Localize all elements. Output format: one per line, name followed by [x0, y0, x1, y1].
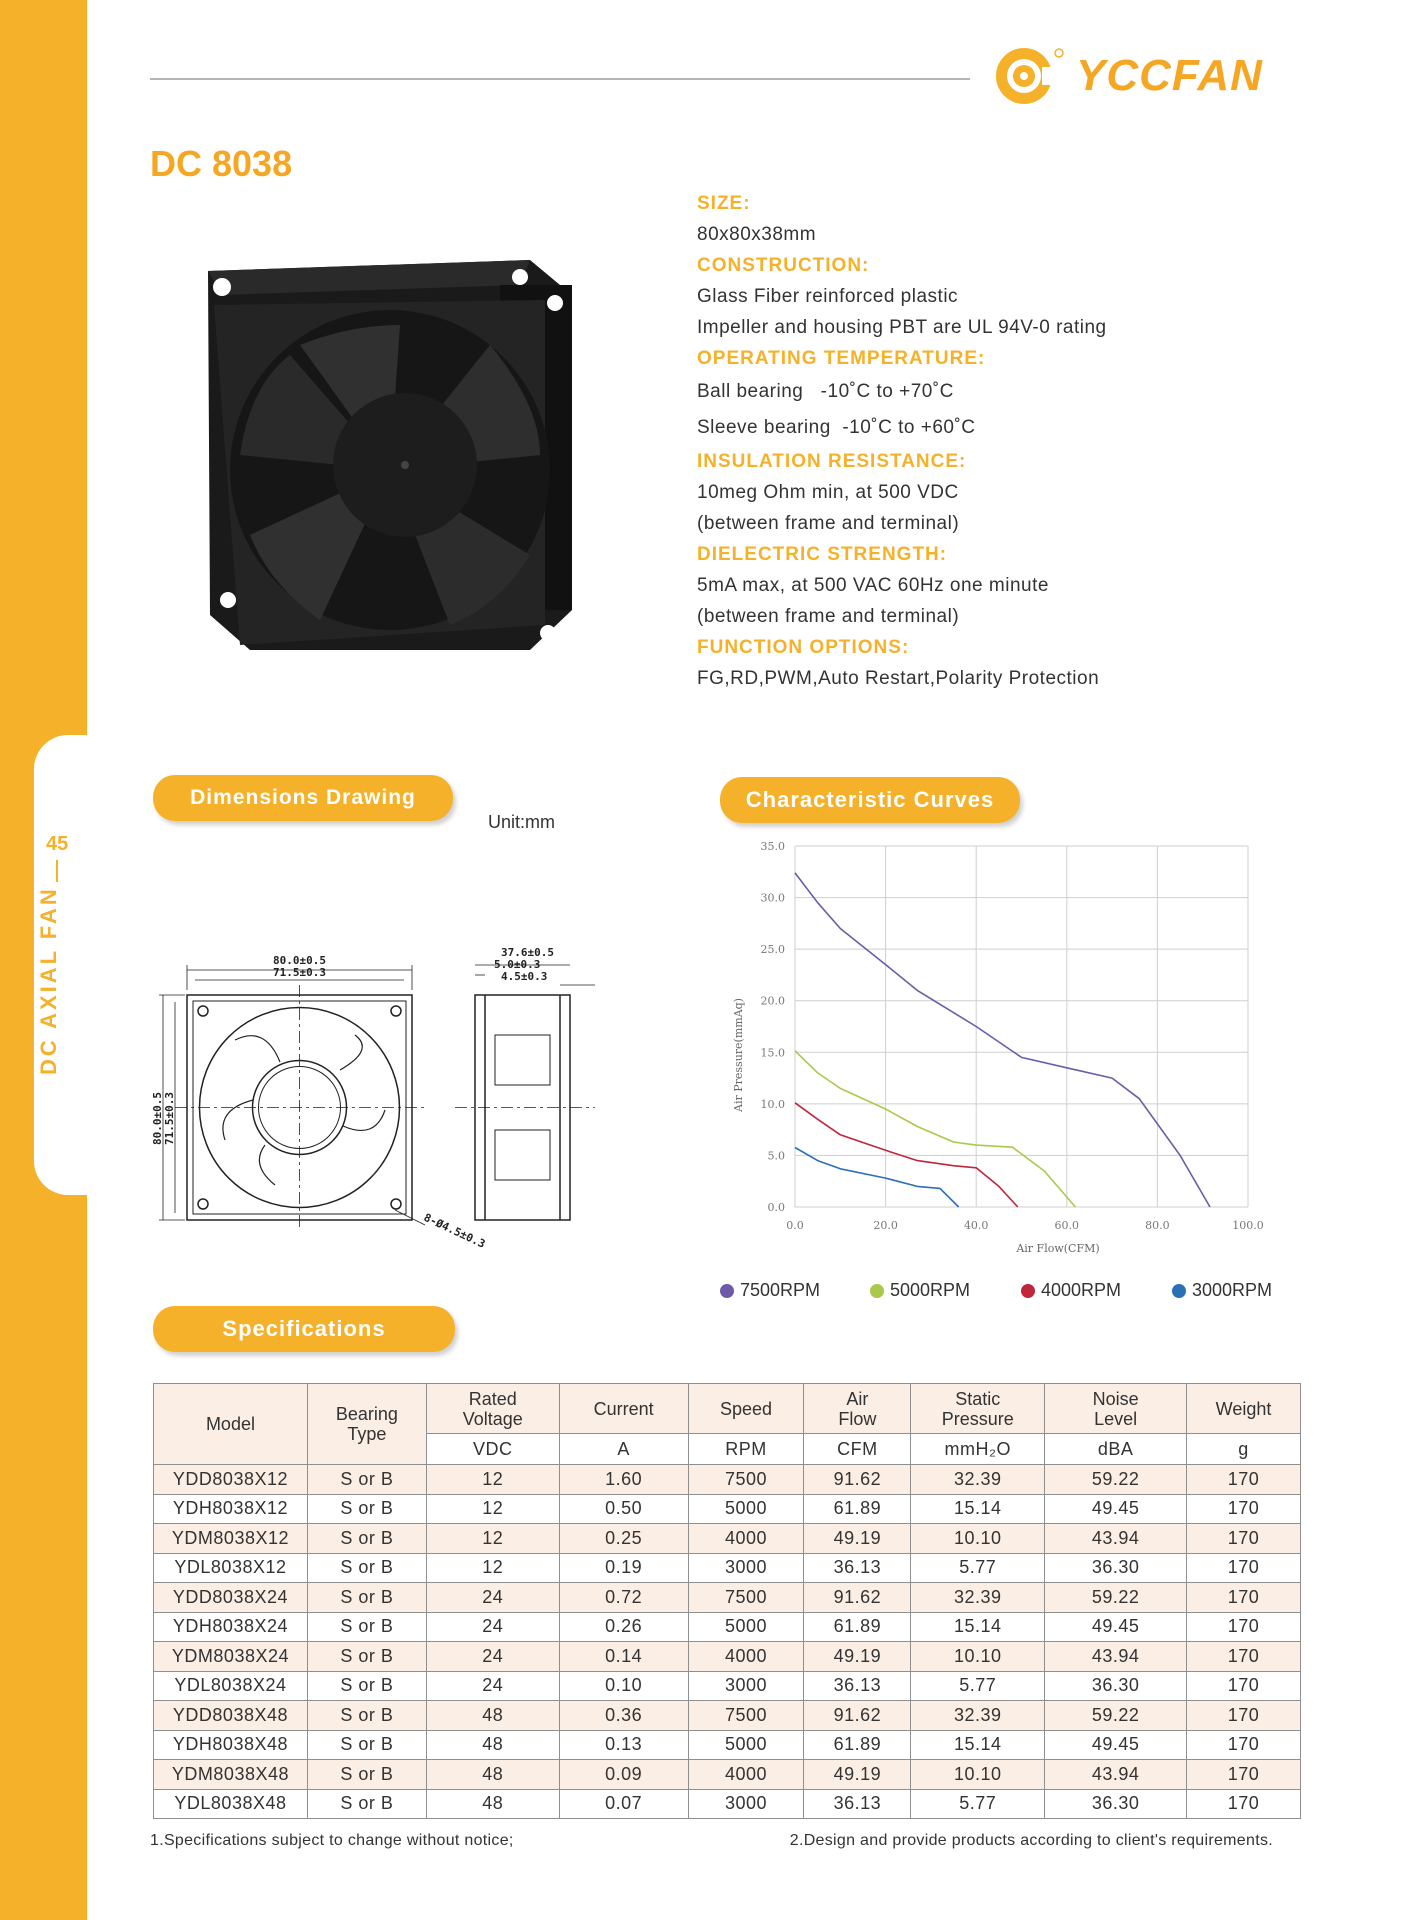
- category-label: DC AXIAL FAN: [36, 886, 61, 1075]
- x-tick-label: 100.0: [1232, 1219, 1264, 1232]
- table-cell: 15.14: [911, 1494, 1045, 1524]
- dimensions-heading: Dimensions Drawing: [153, 775, 453, 821]
- table-cell: YDM8038X12: [154, 1524, 308, 1554]
- table-cell: YDM8038X24: [154, 1642, 308, 1672]
- table-cell: 10.10: [911, 1642, 1045, 1672]
- table-cell: 15.14: [911, 1612, 1045, 1642]
- table-cell: 1.60: [559, 1465, 688, 1495]
- legend-label: 4000RPM: [1041, 1280, 1122, 1300]
- table-cell: YDD8038X24: [154, 1583, 308, 1613]
- y-axis-label: Air Pressure(mmAq): [732, 998, 745, 1112]
- table-cell: 170: [1187, 1760, 1301, 1790]
- y-tick-label: 35.0: [760, 840, 785, 853]
- footer-note: 1.Specifications subject to change without notice;: [150, 1832, 514, 1849]
- unit-cell: VDC: [426, 1434, 559, 1465]
- table-cell: 0.19: [559, 1553, 688, 1583]
- size-value: 80x80x38mm: [697, 224, 817, 245]
- series-line-5000rpm: [795, 1051, 1075, 1207]
- table-cell: 170: [1187, 1553, 1301, 1583]
- size-heading: SIZE:: [697, 193, 751, 214]
- table-row: [154, 1760, 1301, 1790]
- page-number-divider: [56, 860, 58, 882]
- y-tick-label: 0.0: [767, 1201, 785, 1214]
- table-cell: 24: [426, 1642, 559, 1672]
- dim-width-inner: 71.5±0.3: [273, 966, 326, 979]
- legend-swatch: [1172, 1284, 1186, 1298]
- table-cell: YDL8038X24: [154, 1671, 308, 1701]
- table-cell: YDL8038X48: [154, 1789, 308, 1819]
- table-cell: YDH8038X48: [154, 1730, 308, 1760]
- x-tick-label: 60.0: [1054, 1219, 1080, 1232]
- table-cell: 170: [1187, 1789, 1301, 1819]
- y-tick-label: 25.0: [760, 943, 785, 957]
- table-row: [154, 1671, 1301, 1701]
- dim-height-outer: 80.0±0.5: [151, 1092, 164, 1145]
- table-cell: 59.22: [1045, 1583, 1187, 1613]
- table-cell: 43.94: [1045, 1760, 1187, 1790]
- header-current: Current: [559, 1384, 688, 1434]
- table-cell: 7500: [688, 1583, 804, 1613]
- table-cell: S or B: [307, 1701, 426, 1731]
- table-cell: 32.39: [911, 1701, 1045, 1731]
- table-cell: 4000: [688, 1642, 804, 1672]
- table-cell: 24: [426, 1612, 559, 1642]
- table-cell: YDH8038X12: [154, 1494, 308, 1524]
- table-cell: 91.62: [804, 1583, 911, 1613]
- function-heading: FUNCTION OPTIONS:: [697, 637, 910, 658]
- table-cell: 170: [1187, 1612, 1301, 1642]
- brand-name: YCCFAN: [1076, 51, 1263, 100]
- legend-swatch: [870, 1284, 884, 1298]
- table-row: [154, 1583, 1301, 1613]
- header-voltage: Rated Voltage: [426, 1384, 559, 1434]
- table-cell: 7500: [688, 1701, 804, 1731]
- header-bearing: Bearing Type: [307, 1384, 426, 1465]
- y-tick-label: 30.0: [760, 891, 785, 905]
- table-cell: 91.62: [804, 1701, 911, 1731]
- table-cell: 170: [1187, 1465, 1301, 1495]
- fan-product-photo: [200, 255, 580, 660]
- table-cell: 170: [1187, 1524, 1301, 1554]
- page-number: 45: [46, 833, 69, 855]
- table-cell: 12: [426, 1465, 559, 1495]
- footer-note: 2.Design and provide products according to client's requirements.: [789, 1832, 1273, 1849]
- table-cell: 49.45: [1045, 1612, 1187, 1642]
- table-cell: YDD8038X48: [154, 1701, 308, 1731]
- table-cell: S or B: [307, 1760, 426, 1790]
- legend-item: [1021, 1280, 1121, 1301]
- table-cell: 3000: [688, 1553, 804, 1583]
- characteristic-curves-chart: [720, 840, 1280, 1275]
- table-cell: 12: [426, 1524, 559, 1554]
- legend-item: [1172, 1280, 1272, 1301]
- table-cell: 49.19: [804, 1524, 911, 1554]
- unit-label: Unit:mm: [488, 812, 555, 832]
- x-axis-label: Air Flow(CFM): [1016, 1242, 1100, 1255]
- table-cell: 48: [426, 1760, 559, 1790]
- table-row: [154, 1789, 1301, 1819]
- table-cell: 0.10: [559, 1671, 688, 1701]
- table-cell: 7500: [688, 1465, 804, 1495]
- table-row: [154, 1494, 1301, 1524]
- temperature-value: Ball bearing -10˚C to +70˚C: [697, 381, 954, 402]
- table-cell: 49.19: [804, 1760, 911, 1790]
- table-cell: 49.19: [804, 1642, 911, 1672]
- table-cell: 0.14: [559, 1642, 688, 1672]
- y-tick-label: 15.0: [760, 1046, 785, 1060]
- table-cell: YDL8038X12: [154, 1553, 308, 1583]
- header-model: Model: [154, 1384, 308, 1465]
- table-cell: 5.77: [911, 1671, 1045, 1701]
- legend-swatch: [1021, 1284, 1035, 1298]
- table-cell: 0.09: [559, 1760, 688, 1790]
- unit-cell: CFM: [804, 1434, 911, 1465]
- insulation-value: 10meg Ohm min, at 500 VDC: [697, 482, 959, 503]
- table-cell: 170: [1187, 1701, 1301, 1731]
- x-tick-label: 0.0: [786, 1219, 804, 1232]
- table-cell: 4000: [688, 1524, 804, 1554]
- table-cell: S or B: [307, 1583, 426, 1613]
- table-cell: YDM8038X48: [154, 1760, 308, 1790]
- spec-list: [697, 188, 1397, 694]
- table-cell: S or B: [307, 1789, 426, 1819]
- dielectric-value: 5mA max, at 500 VAC 60Hz one minute: [697, 575, 1049, 596]
- table-cell: 5.77: [911, 1789, 1045, 1819]
- table-cell: S or B: [307, 1612, 426, 1642]
- legend-label: 7500RPM: [740, 1280, 821, 1300]
- temperature-value: Sleeve bearing -10˚C to +60˚C: [697, 417, 976, 438]
- header-airflow: Air Flow: [804, 1384, 911, 1434]
- construction-value: Glass Fiber reinforced plastic: [697, 286, 959, 307]
- table-cell: 36.13: [804, 1553, 911, 1583]
- dim-height-inner: 71.5±0.3: [163, 1092, 176, 1145]
- table-row: [154, 1524, 1301, 1554]
- table-cell: 170: [1187, 1671, 1301, 1701]
- series-line-3000rpm: [795, 1148, 959, 1208]
- table-cell: 36.30: [1045, 1789, 1187, 1819]
- unit-cell: g: [1187, 1434, 1301, 1465]
- table-row: [154, 1553, 1301, 1583]
- table-cell: YDH8038X24: [154, 1612, 308, 1642]
- table-cell: 170: [1187, 1730, 1301, 1760]
- table-cell: S or B: [307, 1494, 426, 1524]
- table-row: [154, 1642, 1301, 1672]
- table-cell: 24: [426, 1583, 559, 1613]
- insulation-value: (between frame and terminal): [697, 513, 960, 534]
- unit-cell: mmH₂O: [911, 1434, 1045, 1465]
- table-cell: 5000: [688, 1612, 804, 1642]
- y-tick-label: 5.0: [767, 1149, 785, 1163]
- table-cell: 48: [426, 1701, 559, 1731]
- legend-swatch: [720, 1284, 734, 1298]
- table-cell: 12: [426, 1494, 559, 1524]
- table-cell: 32.39: [911, 1583, 1045, 1613]
- table-cell: 0.36: [559, 1701, 688, 1731]
- legend-item: [870, 1280, 970, 1301]
- construction-value: Impeller and housing PBT are UL 94V-0 rating: [697, 317, 1107, 338]
- header-noise: Noise Level: [1045, 1384, 1187, 1434]
- specifications-heading: Specifications: [153, 1306, 455, 1352]
- y-tick-label: 20.0: [760, 994, 785, 1008]
- header-pressure: Static Pressure: [911, 1384, 1045, 1434]
- table-cell: 59.22: [1045, 1701, 1187, 1731]
- table-cell: 5000: [688, 1494, 804, 1524]
- table-cell: 36.30: [1045, 1671, 1187, 1701]
- table-cell: 0.72: [559, 1583, 688, 1613]
- table-row: [154, 1612, 1301, 1642]
- fan-logo-icon: [990, 45, 1068, 107]
- legend-label: 5000RPM: [890, 1280, 971, 1300]
- brand-logo: [990, 45, 1263, 107]
- table-cell: 49.45: [1045, 1494, 1187, 1524]
- table-cell: YDD8038X12: [154, 1465, 308, 1495]
- table-cell: S or B: [307, 1730, 426, 1760]
- legend-label: 3000RPM: [1192, 1280, 1273, 1300]
- table-cell: 61.89: [804, 1612, 911, 1642]
- header-speed: Speed: [688, 1384, 804, 1434]
- table-cell: 4000: [688, 1760, 804, 1790]
- product-title: DC 8038: [150, 143, 293, 184]
- dielectric-value: (between frame and terminal): [697, 606, 960, 627]
- function-value: FG,RD,PWM,Auto Restart,Polarity Protection: [697, 668, 1100, 689]
- table-cell: 59.22: [1045, 1465, 1187, 1495]
- table-row: [154, 1465, 1301, 1495]
- table-cell: S or B: [307, 1553, 426, 1583]
- temperature-heading: OPERATING TEMPERATURE:: [697, 348, 986, 369]
- unit-cell: A: [559, 1434, 688, 1465]
- table-cell: 3000: [688, 1789, 804, 1819]
- dim-width-outer: 80.0±0.5: [273, 954, 326, 967]
- table-cell: 91.62: [804, 1465, 911, 1495]
- table-cell: 0.26: [559, 1612, 688, 1642]
- x-tick-label: 20.0: [873, 1219, 898, 1232]
- dim-depth: 37.6±0.5: [501, 946, 554, 959]
- header-weight: Weight: [1187, 1384, 1301, 1434]
- unit-cell: dBA: [1045, 1434, 1187, 1465]
- table-cell: 24: [426, 1671, 559, 1701]
- table-row: [154, 1701, 1301, 1731]
- table-row: [154, 1730, 1301, 1760]
- table-cell: 15.14: [911, 1730, 1045, 1760]
- x-tick-label: 40.0: [963, 1219, 989, 1232]
- table-cell: 170: [1187, 1494, 1301, 1524]
- dim-flange-1: 5.0±0.3: [494, 958, 541, 971]
- table-cell: 48: [426, 1789, 559, 1819]
- table-cell: 36.13: [804, 1789, 911, 1819]
- construction-heading: CONSTRUCTION:: [697, 255, 870, 276]
- dielectric-heading: DIELECTRIC STRENGTH:: [697, 544, 948, 565]
- table-cell: 5.77: [911, 1553, 1045, 1583]
- table-cell: 0.25: [559, 1524, 688, 1554]
- table-cell: 43.94: [1045, 1524, 1187, 1554]
- table-cell: 61.89: [804, 1494, 911, 1524]
- table-cell: 3000: [688, 1671, 804, 1701]
- table-cell: 48: [426, 1730, 559, 1760]
- table-cell: S or B: [307, 1671, 426, 1701]
- table-cell: 170: [1187, 1642, 1301, 1672]
- table-cell: 61.89: [804, 1730, 911, 1760]
- legend-item: [720, 1280, 820, 1301]
- series-line-4000rpm: [795, 1103, 1018, 1207]
- dimensions-drawing: [151, 940, 615, 1251]
- table-cell: 43.94: [1045, 1642, 1187, 1672]
- table-cell: S or B: [307, 1524, 426, 1554]
- table-cell: 5000: [688, 1730, 804, 1760]
- table-cell: 170: [1187, 1583, 1301, 1613]
- curves-heading: Characteristic Curves: [720, 777, 1020, 823]
- table-cell: 0.07: [559, 1789, 688, 1819]
- series-line-7500rpm: [795, 873, 1210, 1207]
- dim-flange-2: 4.5±0.3: [501, 970, 548, 983]
- y-tick-label: 10.0: [760, 1097, 785, 1111]
- table-cell: 36.13: [804, 1671, 911, 1701]
- table-cell: S or B: [307, 1642, 426, 1672]
- table-cell: S or B: [307, 1465, 426, 1495]
- table-cell: 36.30: [1045, 1553, 1187, 1583]
- table-cell: 10.10: [911, 1524, 1045, 1554]
- table-cell: 49.45: [1045, 1730, 1187, 1760]
- dim-holes: 8-Ø4.5±0.3: [421, 1210, 488, 1251]
- table-cell: 12: [426, 1553, 559, 1583]
- table-cell: 32.39: [911, 1465, 1045, 1495]
- insulation-heading: INSULATION RESISTANCE:: [697, 451, 967, 472]
- header-rule: [150, 78, 970, 80]
- x-tick-label: 80.0: [1145, 1219, 1170, 1232]
- unit-cell: RPM: [688, 1434, 804, 1465]
- table-cell: 0.13: [559, 1730, 688, 1760]
- table-cell: 0.50: [559, 1494, 688, 1524]
- table-cell: 10.10: [911, 1760, 1045, 1790]
- specifications-table: [153, 1383, 1301, 1819]
